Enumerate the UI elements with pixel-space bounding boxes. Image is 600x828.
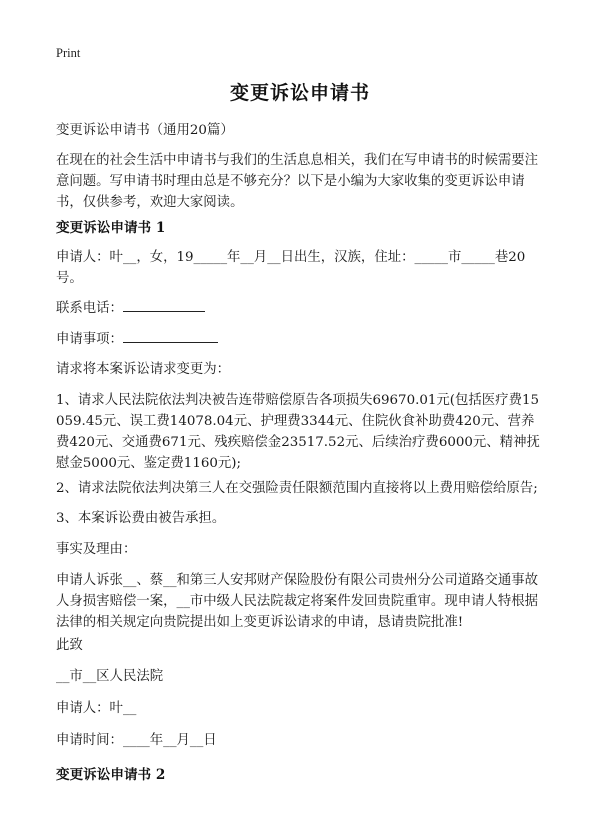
closing-text: 此致 [56, 638, 83, 653]
application-date: 申请时间：____年__月__日 [56, 733, 217, 748]
intro-paragraph: 在现在的社会生活中申请书与我们的生活息息相关，我们在写申请书的时候需要注意问题。写申请书时理由总是不够充分？以下是小编为大家收集的变更诉讼申请书，仅供参考，欢迎大家阅读。 [56, 153, 539, 210]
phone-blank [123, 297, 205, 312]
request-item-3: 3、本案诉讼费由被告承担。 [56, 511, 226, 526]
section-1-heading: 变更诉讼申请书 1 [56, 220, 166, 236]
phone-line [56, 297, 546, 319]
matter-line [56, 328, 546, 350]
document-title: 变更诉讼申请书 [229, 82, 370, 104]
facts-label: 事实及理由： [56, 542, 137, 557]
print-label[interactable]: Print [56, 46, 81, 60]
facts-text: 申请人诉张__、蔡__和第三人安邦财产保险股份有限公司贵州分公司道路交通事故人身损害赔偿一案，__市中级人民法院裁定将案件发回贵院重审。现申请人特根据法律的相关规定向贵院提出如上变更诉讼请求的申请，恳请贵院批准! [56, 573, 539, 630]
phone-label: 联系电话： [56, 301, 123, 316]
applicant-line: 申请人：叶__，女，19_____年__月__日出生，汉族，住址：_____市_____巷20号。 [56, 250, 526, 286]
matter-label: 申请事项： [56, 332, 123, 347]
applicant-signature: 申请人：叶__ [56, 701, 137, 716]
request-item-1: 1、请求人民法院依法判决被告连带赔偿原告各项损失69670.01元(包括医疗费15059.45元、误工费14078.04元、护理费3344元、住院伙食补助费420元、营养费420元、交通费671元、残疾赔偿金23517.52元、后续治疗费6000元、精神抚慰金5000元、鉴定费1160元); [56, 393, 540, 471]
intro-subtitle: 变更诉讼申请书（通用20篇） [56, 123, 234, 138]
matter-blank [123, 328, 218, 343]
section-2-heading: 变更诉讼申请书 2 [56, 767, 166, 783]
request-item-2: 2、请求法院依法判决第三人在交强险责任限额范围内直接将以上费用赔偿给原告; [56, 481, 538, 496]
court-name: __市__区人民法院 [56, 669, 164, 684]
request-intro: 请求将本案诉讼请求变更为： [56, 362, 231, 377]
